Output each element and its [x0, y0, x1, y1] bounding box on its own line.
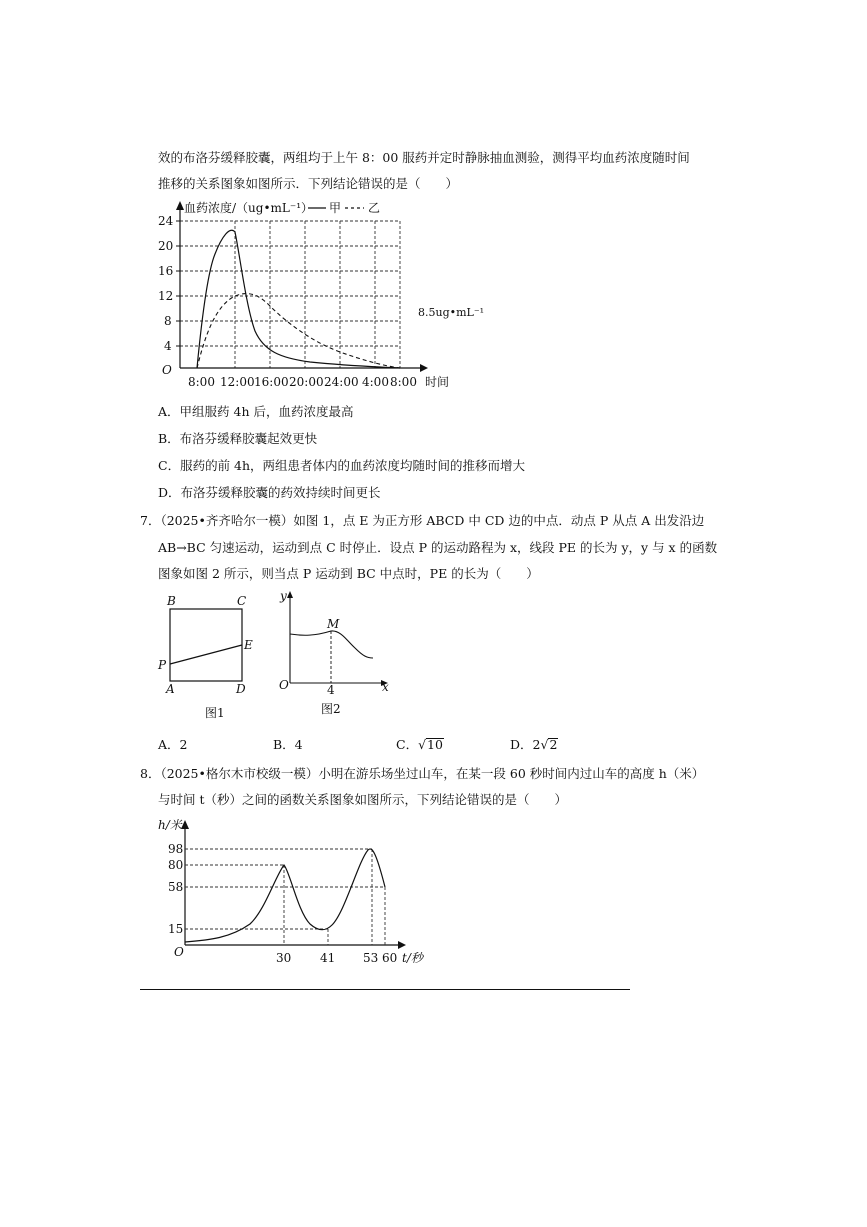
- chart1-grid: [180, 221, 400, 368]
- chart1-xtick-1: 12:00: [220, 375, 255, 389]
- chart2-guides: [185, 849, 385, 945]
- chart2-x-arrow: [398, 941, 406, 949]
- height-chart: [150, 812, 440, 967]
- label-p: P: [158, 658, 167, 672]
- chart2-xtick-53: 53: [363, 951, 379, 965]
- label-d: D: [236, 682, 246, 696]
- chart1-origin: O: [162, 363, 172, 377]
- concentration-chart: [150, 196, 490, 391]
- chart1-ylabel: 血药浓度/（ug•mL⁻¹）: [184, 201, 314, 215]
- chart1-ytick-20: 20: [158, 239, 174, 253]
- legend-yi: 乙: [368, 201, 381, 215]
- chart1-ytick-12: 12: [158, 289, 174, 303]
- footer-divider: [140, 989, 630, 990]
- chart2-ytick-15: 15: [168, 922, 184, 936]
- series-yi-curve: [197, 294, 400, 368]
- fig2-y-label: y: [280, 589, 287, 603]
- chart1-ytick-16: 16: [158, 264, 174, 278]
- fig1-caption: 图1: [205, 706, 225, 720]
- fig2-caption: 图2: [321, 702, 341, 716]
- square-abcd: [170, 609, 242, 681]
- chart2-ytick-98: 98: [168, 842, 184, 856]
- chart2-ytick-80: 80: [168, 858, 184, 872]
- q6-option-c: C．服药的前 4h，两组患者体内的血药浓度均随时间的推移而增大: [158, 458, 526, 473]
- q7-option-d-prefix: D．2: [510, 737, 541, 752]
- fig2-origin: O: [279, 678, 289, 692]
- fig2-x-label: x: [382, 680, 389, 694]
- series-jia-curve: [197, 230, 400, 368]
- q7-line-2: AB→BC 匀速运动，运动到点 C 时停止．设点 P 的运动路程为 x，线段 PE 的长为 y，y 与 x 的函数: [158, 540, 718, 555]
- chart1-y-arrow: [176, 201, 184, 210]
- chart1-annotation: 8.5ug•mL⁻¹: [418, 306, 485, 319]
- fig2-label-m: M: [327, 617, 340, 631]
- q7-option-a: A．2: [158, 737, 188, 752]
- fig2-y-arrow: [287, 591, 293, 598]
- q6-option-a: A．甲组服药 4h 后，血药浓度最高: [158, 404, 354, 419]
- q8-line-1: 8．（2025•格尔木市校级一模）小明在游乐场坐过山车，在某一段 60 秒时间内过山车的高度 h（米）: [140, 766, 705, 781]
- q6-option-b: B．布洛芬缓释胶囊起效更快: [158, 431, 318, 446]
- q7-option-d: [510, 735, 558, 753]
- chart1-xlabel: 时间: [425, 375, 450, 389]
- chart1-xtick-3: 20:00: [289, 375, 324, 389]
- label-b: B: [167, 594, 176, 608]
- chart2-xtick-30: 30: [276, 951, 292, 965]
- chart1-xtick-2: 16:00: [254, 375, 289, 389]
- chart1-xtick-4: 24:00: [324, 375, 359, 389]
- intro-line-2: 推移的关系图象如图所示．下列结论错误的是（ ）: [158, 176, 459, 191]
- chart1-x-arrow: [420, 364, 428, 372]
- chart2-ylabel: h/米: [158, 818, 182, 832]
- label-e: E: [244, 638, 253, 652]
- legend-jia: 甲: [329, 201, 342, 215]
- label-c: C: [237, 594, 247, 608]
- figure-2-graph: [275, 586, 395, 721]
- chart2-ytick-58: 58: [168, 880, 184, 894]
- segment-pe: [170, 645, 242, 664]
- chart1-xtick-6: 8:00: [390, 375, 417, 389]
- q7-line-1: 7．（2025•齐齐哈尔一模）如图 1，点 E 为正方形 ABCD 中 CD 边的中点．动点 P 从点 A 出发沿边: [140, 513, 705, 528]
- chart1-ytick-4: 4: [164, 339, 172, 353]
- chart2-xtick-41: 41: [320, 951, 336, 965]
- sqrt-sign: √: [418, 737, 427, 752]
- chart1-ytick-8: 8: [164, 314, 172, 328]
- sqrt-sign: √: [540, 737, 549, 752]
- fig2-tick-4: 4: [327, 683, 335, 697]
- q6-option-d: D．布洛芬缓释胶囊的药效持续时间更长: [158, 485, 381, 500]
- q7-option-c-prefix: C．: [396, 737, 419, 752]
- q7-line-3: 图象如图 2 所示，则当点 P 运动到 BC 中点时，PE 的长为（ ）: [158, 566, 539, 581]
- chart2-origin: O: [174, 945, 184, 959]
- figure-1-square: [150, 596, 260, 726]
- fig2-curve: [290, 631, 373, 658]
- chart1-xtick-0: 8:00: [188, 375, 215, 389]
- intro-line-1: 效的布洛芬缓释胶囊，两组均于上午 8：00 服药并定时静脉抽血测验，测得平均血药浓度随时间: [158, 150, 690, 165]
- chart2-y-arrow: [181, 820, 189, 829]
- chart2-xlabel: t/秒: [402, 951, 423, 965]
- chart1-ytick-24: 24: [158, 214, 174, 228]
- label-a: A: [166, 682, 175, 696]
- q7-option-c-radicand: 10: [427, 737, 443, 752]
- q7-option-b: B．4: [273, 737, 303, 752]
- chart1-ticks: [176, 221, 180, 346]
- q8-line-2: 与时间 t（秒）之间的函数关系图象如图所示，下列结论错误的是（ ）: [158, 792, 567, 807]
- q7-option-c: [396, 735, 444, 753]
- chart2-curve: [185, 849, 385, 942]
- chart1-xtick-5: 4:00: [362, 375, 389, 389]
- chart2-xtick-60: 60: [382, 951, 398, 965]
- q7-option-d-radicand: 2: [549, 737, 558, 752]
